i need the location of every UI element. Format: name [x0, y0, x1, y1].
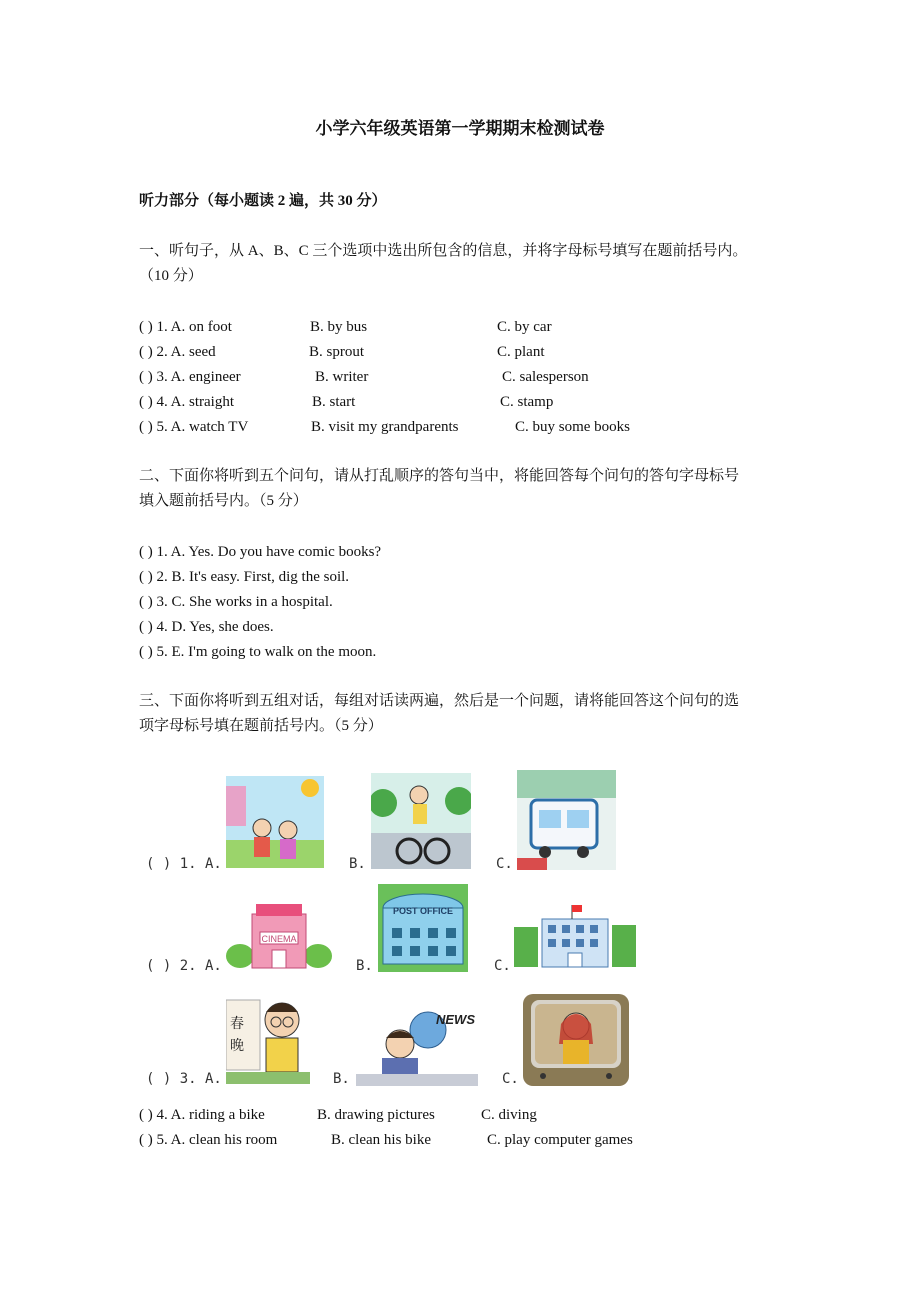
boy-chunwan-image — [226, 990, 310, 1084]
s3-item4-b: B. drawing pictures — [317, 1107, 435, 1123]
s3-item5-a: ( ) 5. A. clean his room — [139, 1132, 278, 1148]
news-sign: NEWS — [436, 1012, 475, 1027]
s3-item4-a: ( ) 4. A. riding a bike — [139, 1107, 265, 1123]
s3-q1-b-label: B. — [349, 856, 366, 872]
s3-item5-b: B. clean his bike — [331, 1132, 431, 1148]
s1-item5-b: B. visit my grandparents — [311, 419, 459, 435]
news-anchor-image — [356, 1008, 478, 1086]
s1-item4-b: B. start — [312, 394, 356, 410]
s1-item2-b: B. sprout — [309, 344, 365, 360]
tv-presenter-image — [523, 994, 629, 1086]
s1-item1-b: B. by bus — [310, 319, 368, 335]
post-office-sign: POST OFFICE — [392, 906, 454, 916]
listening-header: 听力部分（每小题读 2 遍，共 30 分） — [139, 193, 387, 209]
s3-q2-b-label: B. — [356, 958, 373, 974]
s3-q3-b-label: B. — [333, 1071, 350, 1087]
s1-item1-c: C. by car — [497, 319, 552, 335]
s2-item3: ( ) 3. C. She works in a hospital. — [139, 594, 333, 610]
s3-q3-c-label: C. — [502, 1071, 519, 1087]
section2-instruction-line2: 填入题前括号内。（5 分） — [139, 493, 308, 509]
s3-q2-c-label: C. — [494, 958, 511, 974]
s3-q1-label: ( ) 1. A. — [146, 856, 222, 872]
s1-item3-c: C. salesperson — [502, 369, 589, 385]
cinema-image — [226, 896, 332, 970]
section1-instruction-line2: （10 分） — [139, 268, 203, 284]
hospital-building-image — [514, 905, 636, 971]
section1-instruction-line1: 一、听句子，从 A、B、C 三个选项中选出所包含的信息，并将字母标号填写在题前括号内。 — [139, 243, 748, 259]
s1-item2-a: ( ) 2. A. seed — [139, 344, 216, 360]
walking-children-image — [226, 776, 324, 868]
s1-item3-a: ( ) 3. A. engineer — [139, 369, 241, 385]
s3-q3-label: ( ) 3. A. — [146, 1071, 222, 1087]
s1-item5-c: C. buy some books — [515, 419, 631, 435]
s2-item1: ( ) 1. A. Yes. Do you have comic books? — [139, 544, 382, 560]
s3-q1-c-label: C. — [496, 856, 513, 872]
s1-item4-a: ( ) 4. A. straight — [139, 394, 234, 410]
bus-image — [517, 770, 616, 870]
s1-item3-b: B. writer — [315, 369, 369, 385]
section3-instruction-line1: 三、下面你将听到五组对话，每组对话读两遍，然后是一个问题，请将能回答这个问句的选 — [139, 693, 740, 709]
s3-q2-label: ( ) 2. A. — [146, 958, 222, 974]
s1-item2-c: C. plant — [497, 344, 545, 360]
s3-item5-c: C. play computer games — [487, 1132, 633, 1148]
s2-item4: ( ) 4. D. Yes, she does. — [139, 619, 274, 635]
s2-item5: ( ) 5. E. I'm going to walk on the moon. — [139, 644, 377, 660]
section2-instruction-line1: 二、下面你将听到五个问句，请从打乱顺序的答句当中，将能回答每个问句的答句字母标号 — [139, 468, 740, 484]
cinema-sign: CINEMA — [261, 934, 297, 944]
section3-instruction-line2: 项字母标号填在题前括号内。（5 分） — [139, 718, 383, 734]
s3-item4-c: C. diving — [481, 1107, 537, 1123]
chunwan-second-char: 晚 — [230, 1038, 244, 1054]
s1-item5-a: ( ) 5. A. watch TV — [139, 419, 249, 435]
s1-item1-a: ( ) 1. A. on foot — [139, 319, 232, 335]
s2-item2: ( ) 2. B. It's easy. First, dig the soil. — [139, 569, 350, 585]
post-office-image — [378, 884, 468, 972]
page-title: 小学六年级英语第一学期期末检测试卷 — [315, 119, 605, 138]
chunwan-first-char: 春 — [230, 1016, 244, 1032]
s1-item4-c: C. stamp — [500, 394, 554, 410]
girl-riding-bike-image — [371, 773, 471, 869]
